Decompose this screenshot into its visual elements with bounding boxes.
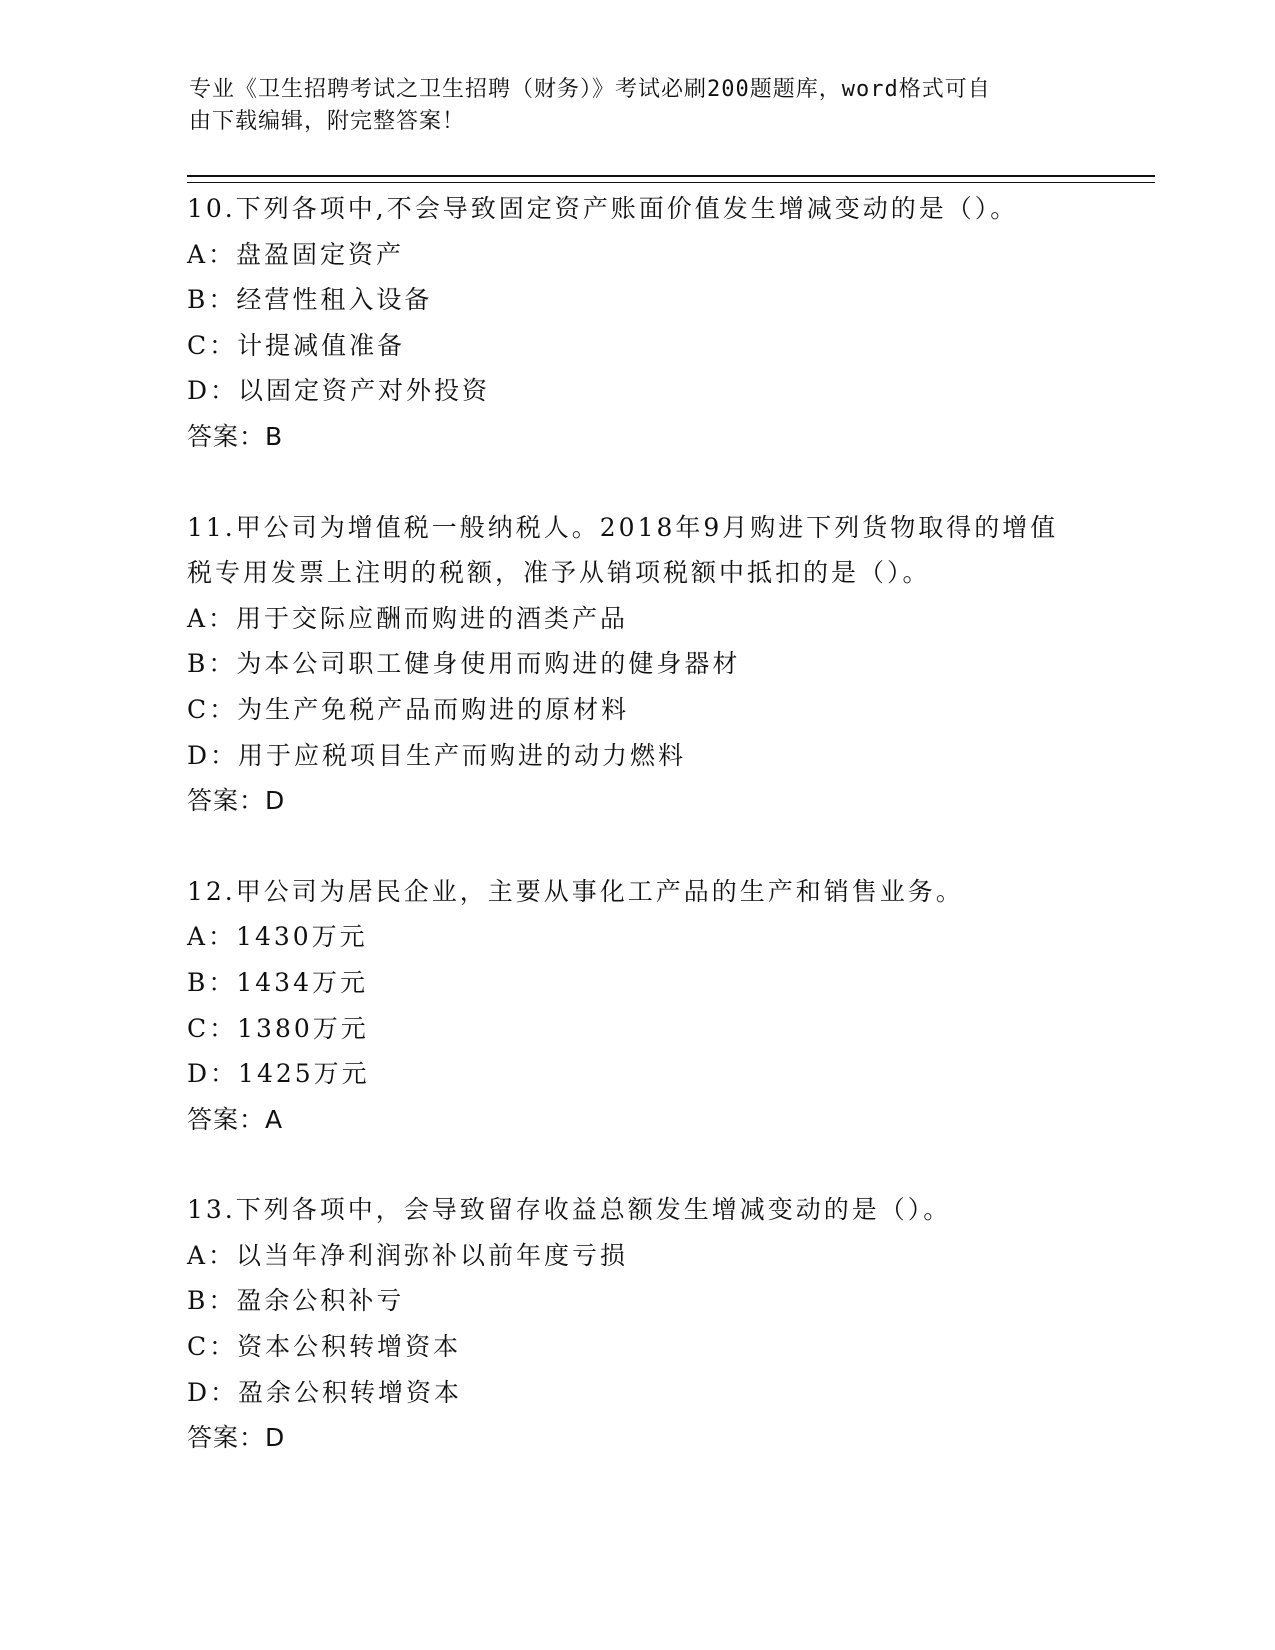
header-rule-thick bbox=[187, 175, 1155, 177]
header-line-1: 专业《卫生招聘考试之卫生招聘（财务）》考试必刷200题题库，word格式可自 bbox=[189, 77, 991, 102]
question-13 bbox=[187, 1187, 1117, 1461]
spacer bbox=[187, 1142, 1117, 1187]
option-d: D：1425万元 bbox=[187, 1059, 370, 1089]
option-a: A：盘盈固定资产 bbox=[187, 239, 405, 269]
question-11 bbox=[187, 505, 1117, 824]
option-c: C：1380万元 bbox=[187, 1013, 369, 1043]
question-stem: 12.甲公司为居民企业，主要从事化工产品的生产和销售业务。 bbox=[187, 876, 964, 906]
header-rule-thin bbox=[187, 182, 1155, 183]
question-10 bbox=[187, 186, 1117, 460]
option-d: D：盈余公积转增资本 bbox=[187, 1377, 463, 1407]
option-a: A：用于交际应酬而购进的酒类产品 bbox=[187, 603, 629, 633]
question-stem: 13.下列各项中，会导致留存收益总额发生增减变动的是（）。 bbox=[187, 1195, 952, 1225]
spacer bbox=[187, 460, 1117, 505]
answer: 答案：A bbox=[187, 1104, 284, 1134]
option-d: D：用于应税项目生产而购进的动力燃料 bbox=[187, 740, 687, 770]
option-b: B：经营性租入设备 bbox=[187, 285, 433, 315]
question-12 bbox=[187, 869, 1117, 1143]
option-a: A：1430万元 bbox=[187, 922, 368, 952]
option-d: D：以固定资产对外投资 bbox=[187, 376, 491, 406]
answer: 答案：B bbox=[187, 421, 284, 451]
question-list bbox=[187, 186, 1117, 1461]
question-stem: 11.甲公司为增值税一般纳税人。2018年9月购进下列货物取得的增值 bbox=[187, 512, 1059, 542]
question-stem-continued: 税专用发票上注明的税额，准予从销项税额中抵扣的是（）。 bbox=[187, 558, 931, 588]
spacer bbox=[187, 824, 1117, 869]
option-c: C：资本公积转增资本 bbox=[187, 1332, 462, 1362]
answer: 答案：D bbox=[187, 1423, 286, 1453]
option-a: A：以当年净利润弥补以前年度亏损 bbox=[187, 1240, 629, 1270]
document-header bbox=[189, 74, 1089, 138]
answer: 答案：D bbox=[187, 786, 286, 816]
option-b: B：盈余公积补亏 bbox=[187, 1286, 405, 1316]
question-stem: 10.下列各项中,不会导致固定资产账面价值发生增减变动的是（）。 bbox=[187, 194, 1019, 223]
header-line-2: 由下载编辑，附完整答案！ bbox=[189, 109, 466, 134]
option-c: C：为生产免税产品而购进的原材料 bbox=[187, 694, 630, 724]
option-b: B：1434万元 bbox=[187, 967, 368, 997]
option-c: C：计提减值准备 bbox=[187, 330, 406, 360]
option-b: B：为本公司职工健身使用而购进的健身器材 bbox=[187, 649, 741, 679]
